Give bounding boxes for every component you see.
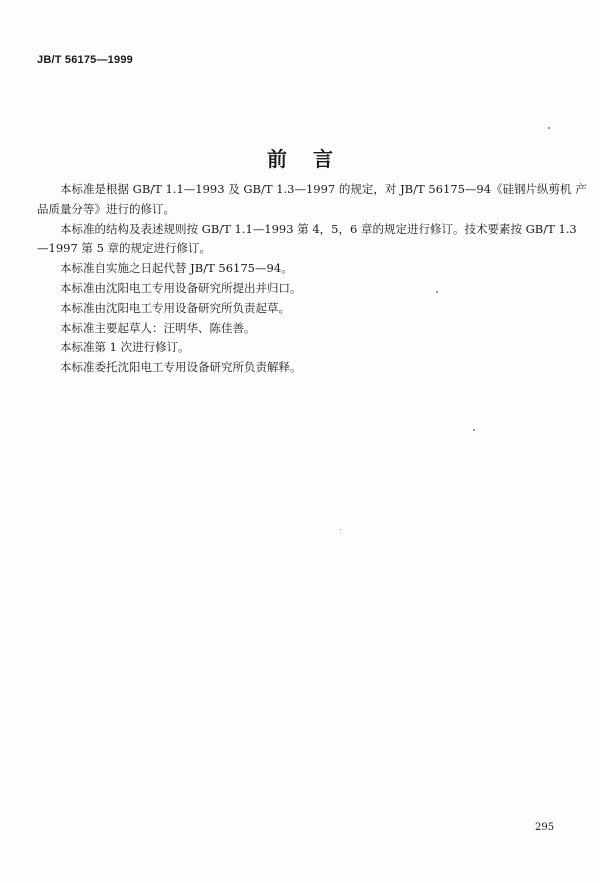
paragraph-proposer [37,279,557,299]
scan-speck [548,127,550,129]
foreword-body [37,180,587,378]
paragraph-line: —1997 第 5 章的规定进行修订。 [37,241,212,256]
paragraph-revision-count [37,338,557,358]
paragraph-line: 本标准由沈阳电工专用设备研究所负责起草。 [60,300,290,315]
scan-speck [473,429,475,431]
scan-speck [340,529,341,530]
paragraph-structure-rules [37,220,577,240]
paragraph-line: 本标准自实施之日起代替 JB/T 56175—94。 [60,261,293,276]
paragraph-line: 本标准的结构及表述规则按 GB/T 1.1—1993 第 4，5，6 章的规定进行修订。技术要素按 GB/T 1.3 [60,221,577,236]
paragraph-line: 本标准委托沈阳电工专用设备研究所负责解释。 [60,360,302,375]
paragraph-line: 本标准是根据 GB/T 1.1—1993 及 GB/T 1.3—1997 的规定，对 JB/T 56175—94《硅钢片纵剪机 产 [60,182,587,196]
paragraph-line: 本标准由沈阳电工专用设备研究所提出并归口。 [60,280,302,295]
paragraph-drafter-org [37,299,557,319]
paragraph-drafters [37,319,557,339]
paragraph-line: 本标准主要起草人：汪明华、陈佳善。 [60,320,256,335]
page-title: 前言 [267,147,359,171]
paragraph-revision-basis [37,180,587,200]
paragraph-structure-rules-cont [37,239,557,259]
standard-code: JB/T 56175—1999 [37,54,133,66]
paragraph-interpretation [37,358,557,378]
page-number: 295 [535,822,555,833]
paragraph-line: 品质量分等》进行的修订。 [37,201,175,216]
scan-speck [436,291,438,293]
paragraph-revision-basis-cont [37,200,557,220]
paragraph-replaces [37,259,557,279]
paragraph-line: 本标准第 1 次进行修订。 [60,340,190,355]
